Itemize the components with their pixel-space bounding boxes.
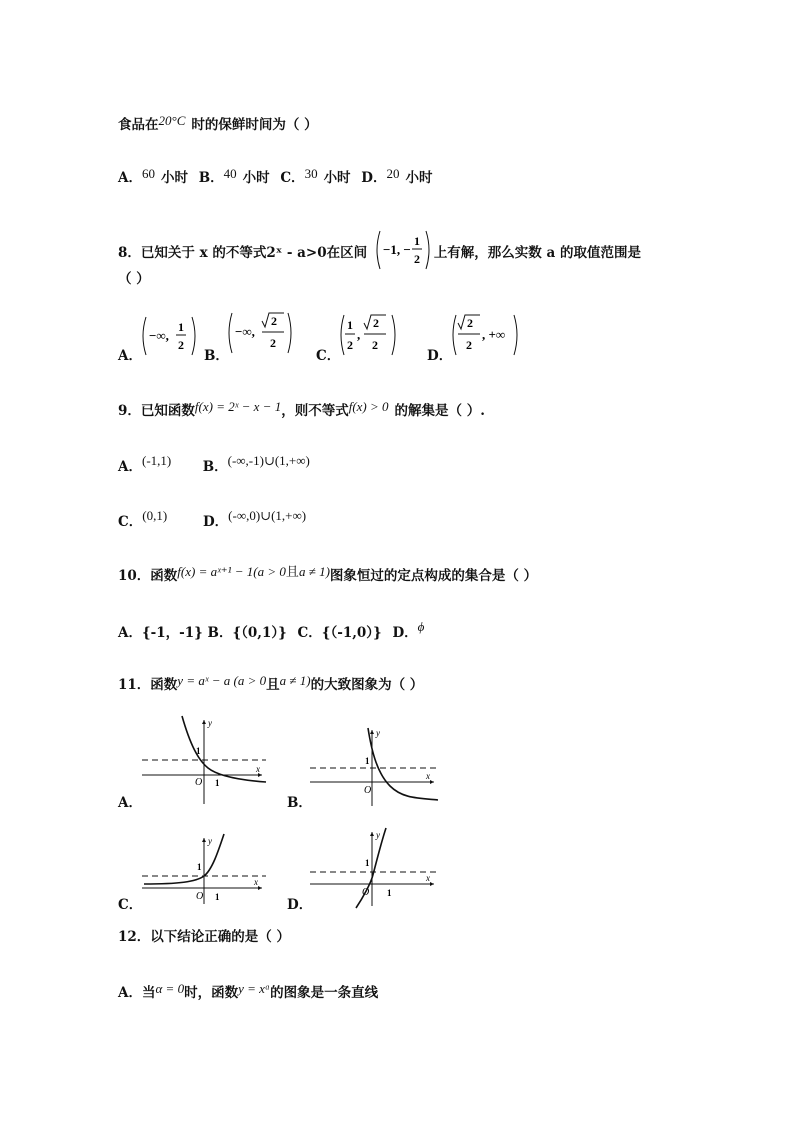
svg-text:y: y bbox=[376, 830, 380, 840]
q10-stem: 10．函数f(x) = aˣ⁺¹ − 1(a > 0且a ≠ 1)图象恒过的定点构成的集合是（ ） bbox=[118, 564, 538, 584]
q11-graph-c[interactable] bbox=[138, 832, 270, 910]
svg-text:1: 1 bbox=[215, 778, 220, 788]
q7-option-a[interactable]: A．60 小时 bbox=[118, 166, 188, 186]
svg-text:1: 1 bbox=[196, 746, 201, 756]
q9-stem-suffix: 的解集是（ ）. bbox=[394, 403, 485, 419]
svg-text:x: x bbox=[256, 764, 260, 774]
q11-func: y = aˣ − a (a > 0 bbox=[177, 673, 267, 688]
q10-option-d[interactable]: D．ϕ bbox=[392, 619, 425, 641]
svg-text:2: 2 bbox=[271, 314, 277, 328]
q10-option-b[interactable]: B．{（0,1）} bbox=[207, 625, 287, 641]
svg-text:O: O bbox=[364, 785, 372, 796]
q11-option-b-label[interactable]: B． bbox=[287, 795, 312, 811]
q9-option-a[interactable]: A．(-1,1) bbox=[118, 453, 172, 475]
svg-text:O: O bbox=[362, 887, 370, 898]
q9-stem bbox=[118, 398, 485, 420]
svg-text:O: O bbox=[196, 891, 204, 902]
q8-stem bbox=[118, 234, 641, 266]
q9-stem-mid: ，则不等式 bbox=[281, 403, 349, 419]
q8-option-c-label[interactable]: C． bbox=[316, 348, 341, 364]
q11-stem: 11．函数y = aˣ − a (a > 0且a ≠ 1)的大致图象为（ ） bbox=[118, 673, 424, 693]
q11-graph-d[interactable] bbox=[306, 826, 442, 910]
q9-options-row2 bbox=[118, 507, 306, 531]
svg-text:2: 2 bbox=[372, 338, 378, 352]
svg-text:2: 2 bbox=[270, 336, 276, 350]
svg-text:1: 1 bbox=[413, 234, 420, 248]
q10-options bbox=[118, 618, 424, 642]
q10-stem-suffix: 图象恒过的定点构成的集合是（ ） bbox=[329, 568, 538, 584]
svg-text:−∞,: −∞, bbox=[235, 324, 255, 339]
q10-option-c[interactable]: C．{（-1,0）} bbox=[297, 625, 382, 641]
q8-inequality: 2ˣ - a>0 bbox=[266, 245, 327, 261]
q7-option-b[interactable]: B．40 小时 bbox=[198, 166, 270, 186]
svg-text:2: 2 bbox=[466, 338, 472, 352]
svg-text:2: 2 bbox=[347, 338, 353, 352]
q11-option-c-label[interactable]: C． bbox=[118, 897, 143, 913]
q8-option-c-value[interactable] bbox=[338, 311, 398, 359]
svg-text:y: y bbox=[208, 718, 212, 728]
q9-option-b[interactable]: B．(-∞,-1)∪(1,+∞) bbox=[202, 453, 310, 475]
svg-text:1: 1 bbox=[178, 320, 184, 334]
q8-option-a-label[interactable]: A． bbox=[118, 348, 142, 364]
svg-text:1: 1 bbox=[347, 318, 353, 332]
svg-text:1: 1 bbox=[365, 756, 370, 766]
svg-text:−∞,: −∞, bbox=[149, 328, 169, 343]
q8-paren: （ ） bbox=[118, 271, 150, 287]
svg-text:1: 1 bbox=[197, 862, 202, 872]
svg-text:x: x bbox=[426, 771, 430, 781]
q10-stem-prefix: 10．函数 bbox=[118, 568, 178, 584]
q10-option-a[interactable]: A．{-1，-1} bbox=[118, 625, 203, 641]
svg-text:1: 1 bbox=[387, 888, 392, 898]
q9-option-c[interactable]: C．(0,1) bbox=[118, 508, 168, 530]
q8-option-d-label[interactable]: D． bbox=[427, 348, 453, 364]
q12-option-a[interactable]: A．当α = 0时，函数y = xᵅ的图象是一条直线 bbox=[118, 981, 379, 1001]
svg-text:x: x bbox=[426, 873, 430, 883]
q8-options bbox=[118, 313, 558, 364]
svg-text:1: 1 bbox=[215, 892, 220, 902]
q12-stem: 12．以下结论正确的是（ ） bbox=[118, 929, 290, 945]
q9-option-d[interactable]: D．(-∞,0)∪(1,+∞) bbox=[202, 508, 307, 530]
q7-stem-prefix: 食品在 bbox=[118, 117, 159, 133]
q9-func: f(x) = 2ˣ − x − 1 bbox=[194, 399, 282, 414]
q10-func: f(x) = aˣ⁺¹ − 1(a > 0 bbox=[177, 564, 286, 579]
svg-text:2: 2 bbox=[373, 316, 379, 330]
q8-option-b-value[interactable] bbox=[226, 309, 294, 357]
q7-option-c[interactable]: C．30 小时 bbox=[280, 166, 351, 186]
q8-stem-prefix: 8．已知关于 x 的不等式 bbox=[118, 245, 267, 261]
q7-option-d[interactable]: D．20 小时 bbox=[361, 166, 433, 186]
q8-stem-mid: 在区间 bbox=[326, 245, 368, 261]
q11-graph-b[interactable] bbox=[306, 724, 442, 808]
q11-stem-suffix: 的大致图象为（ ） bbox=[310, 677, 424, 693]
svg-text:y: y bbox=[376, 728, 380, 738]
q11-option-d-label[interactable]: D． bbox=[287, 897, 313, 913]
q10-cond: a ≠ 1) bbox=[298, 564, 330, 579]
svg-text:x: x bbox=[254, 877, 258, 887]
q8-option-d-value[interactable] bbox=[450, 311, 520, 359]
q12-cond: α = 0 bbox=[155, 981, 185, 996]
q11-cond: a ≠ 1) bbox=[279, 673, 311, 688]
svg-text:2: 2 bbox=[178, 338, 184, 352]
q8-interval-graphic bbox=[372, 227, 434, 273]
q9-stem-prefix: 9．已知函数 bbox=[118, 403, 195, 419]
q8-stem-suffix: 上有解，那么实数 a 的取值范围是 bbox=[433, 245, 641, 261]
svg-text:−1, −: −1, − bbox=[382, 242, 411, 257]
svg-text:2: 2 bbox=[467, 316, 473, 330]
q7-options bbox=[118, 165, 432, 187]
q8-option-b-label[interactable]: B． bbox=[204, 348, 229, 364]
svg-text:, +∞: , +∞ bbox=[482, 327, 506, 342]
svg-text:y: y bbox=[208, 836, 212, 846]
q7-stem-suffix: 时的保鲜时间为（ ） bbox=[191, 117, 318, 133]
svg-text:2: 2 bbox=[413, 252, 420, 266]
q7-stem bbox=[118, 112, 318, 134]
svg-text:,: , bbox=[357, 327, 361, 342]
q9-options-row1 bbox=[118, 452, 310, 476]
q11-stem-prefix: 11．函数 bbox=[118, 677, 178, 693]
svg-text:O: O bbox=[195, 777, 203, 788]
svg-text:1: 1 bbox=[365, 858, 370, 868]
q11-graph-a[interactable] bbox=[138, 714, 270, 806]
q9-ineq: f(x) > 0 bbox=[348, 399, 389, 414]
q12-func: y = xᵅ bbox=[238, 981, 271, 996]
q7-temp: 20°C bbox=[158, 113, 186, 128]
q11-option-a-label[interactable]: A． bbox=[118, 795, 142, 811]
q8-option-a-value[interactable] bbox=[140, 313, 198, 359]
